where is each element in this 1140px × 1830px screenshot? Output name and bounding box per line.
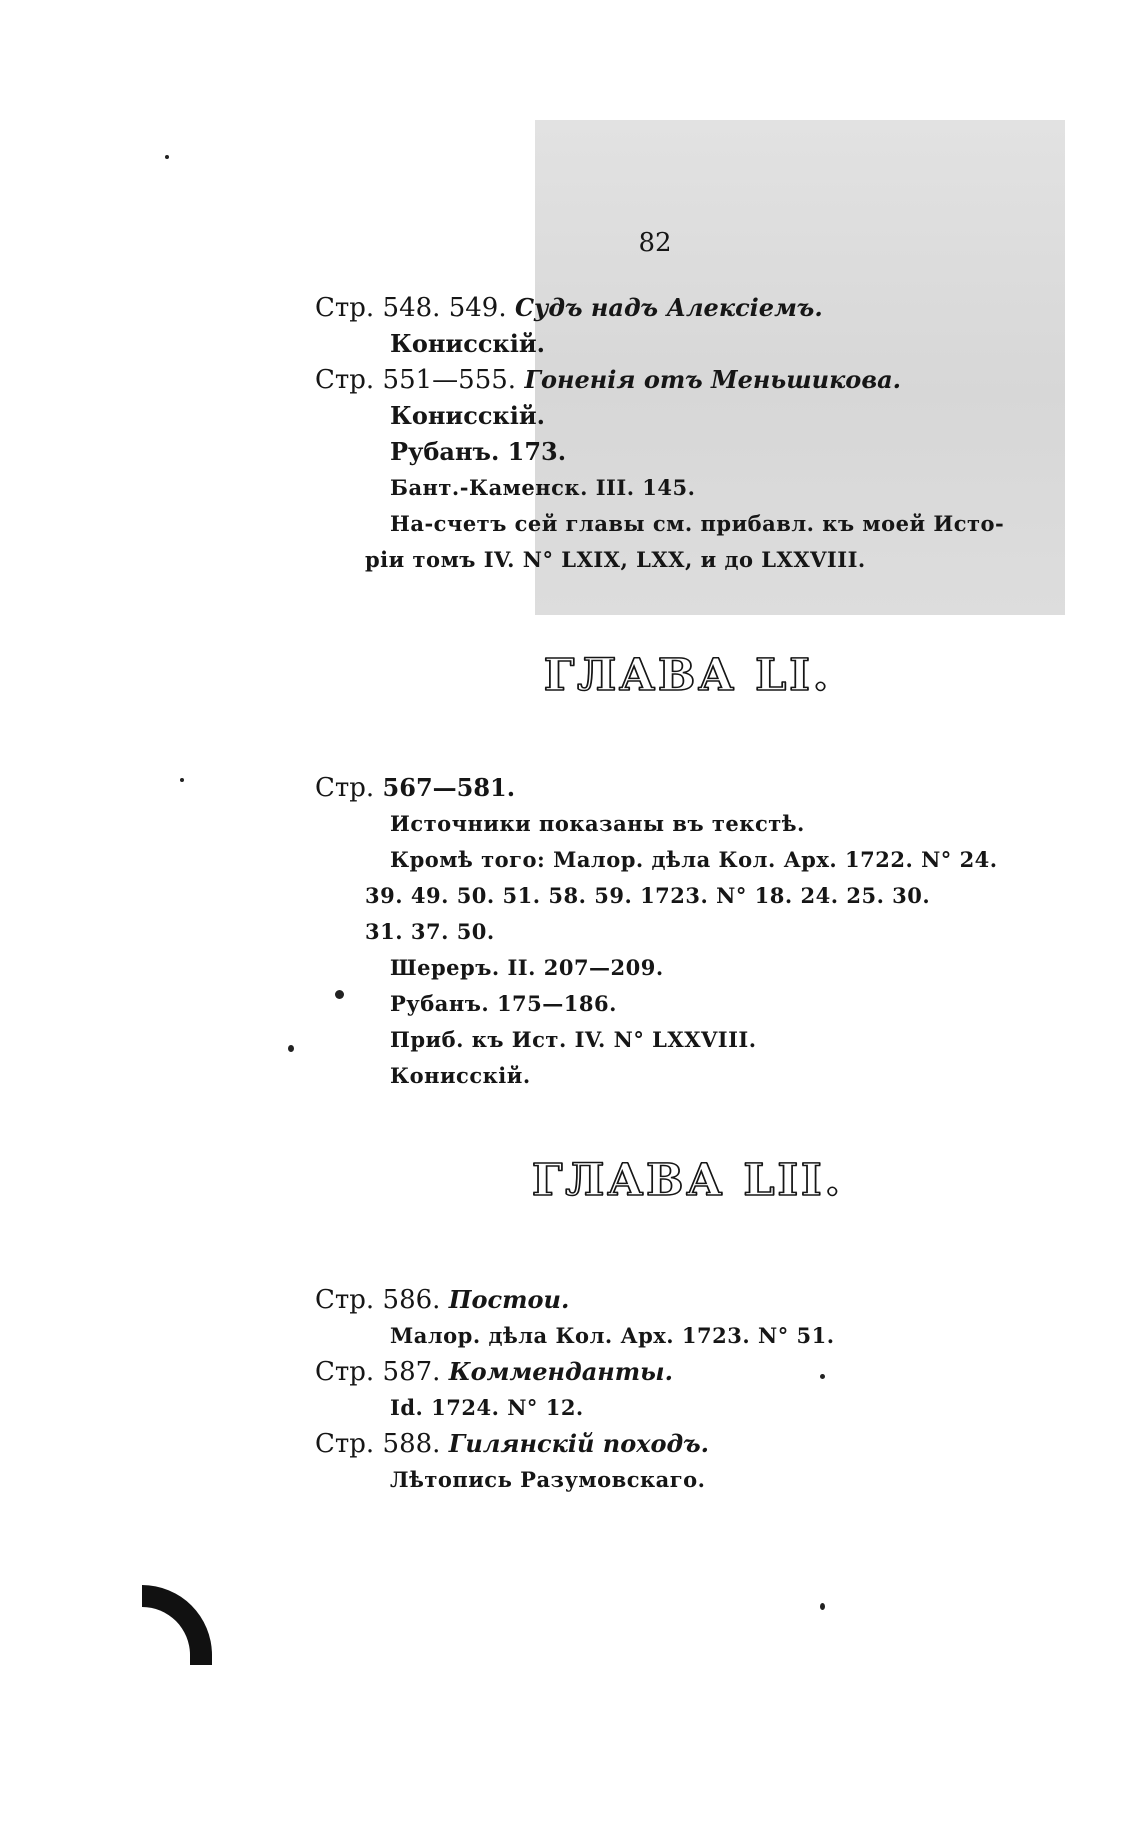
source-line: Источники показаны въ текстѣ.: [390, 811, 805, 836]
source-line: Конисскiй.: [390, 1063, 531, 1088]
scan-speck: [165, 155, 169, 159]
entry-line: Стр. 548. 549. Судъ надъ Алексiемъ.: [315, 293, 823, 323]
source-line: Id. 1724. N° 12.: [390, 1395, 584, 1420]
chapter-51-section: [315, 770, 1060, 1094]
entry-line: Стр. 567—581.: [315, 773, 516, 803]
source-line: рiи томъ IV. N° LXIX, LXX, и до LXXVIII.: [365, 547, 866, 572]
page-number: 82: [638, 228, 672, 258]
scan-speck: [335, 990, 344, 999]
entry-line: Стр. 588. Гилянскiй походъ.: [315, 1429, 710, 1459]
source-line: На-счетъ сей главы см. прибавл. къ моей Исто-: [390, 511, 1005, 536]
source-line: Рубанъ. 175—186.: [390, 991, 617, 1016]
entry-line: Стр. 586. Постои.: [315, 1285, 570, 1315]
source-line: Приб. къ Ист. IV. N° LXXVIII.: [390, 1027, 757, 1052]
scan-speck: [820, 1603, 825, 1610]
source-line: Шереръ. II. 207—209.: [390, 955, 664, 980]
source-line: Лѣтопись Разумовскаго.: [390, 1467, 706, 1492]
chapter-heading-52: ГЛАВА LII.: [532, 1155, 843, 1206]
source-line: 39. 49. 50. 51. 58. 59. 1723. N° 18. 24. 25. 30.: [365, 883, 931, 908]
scan-speck: [820, 1374, 825, 1379]
source-line: Конисскiй.: [390, 401, 546, 430]
source-line: Рубанъ. 173.: [390, 437, 567, 466]
source-line: Конисскiй.: [390, 329, 546, 358]
scan-speck: [180, 778, 184, 782]
chapter-52-section: [315, 1282, 1060, 1498]
entry-line: Стр. 551—555. Гоненiя отъ Меньшикова.: [315, 365, 901, 395]
top-section: [315, 290, 1060, 578]
entry-line: Стр. 587. Комменданты.: [315, 1357, 673, 1387]
source-line: Кромѣ того: Малор. дѣла Кол. Арх. 1722. N° 24.: [390, 847, 998, 872]
source-line: Малор. дѣла Кол. Арх. 1723. N° 51.: [390, 1323, 835, 1348]
source-line: Бант.-Каменск. III. 145.: [390, 475, 696, 500]
ink-blot: [142, 1585, 212, 1665]
chapter-heading-51: ГЛАВА LI.: [543, 650, 832, 701]
scan-speck: [288, 1045, 294, 1052]
source-line: 31. 37. 50.: [365, 919, 495, 944]
